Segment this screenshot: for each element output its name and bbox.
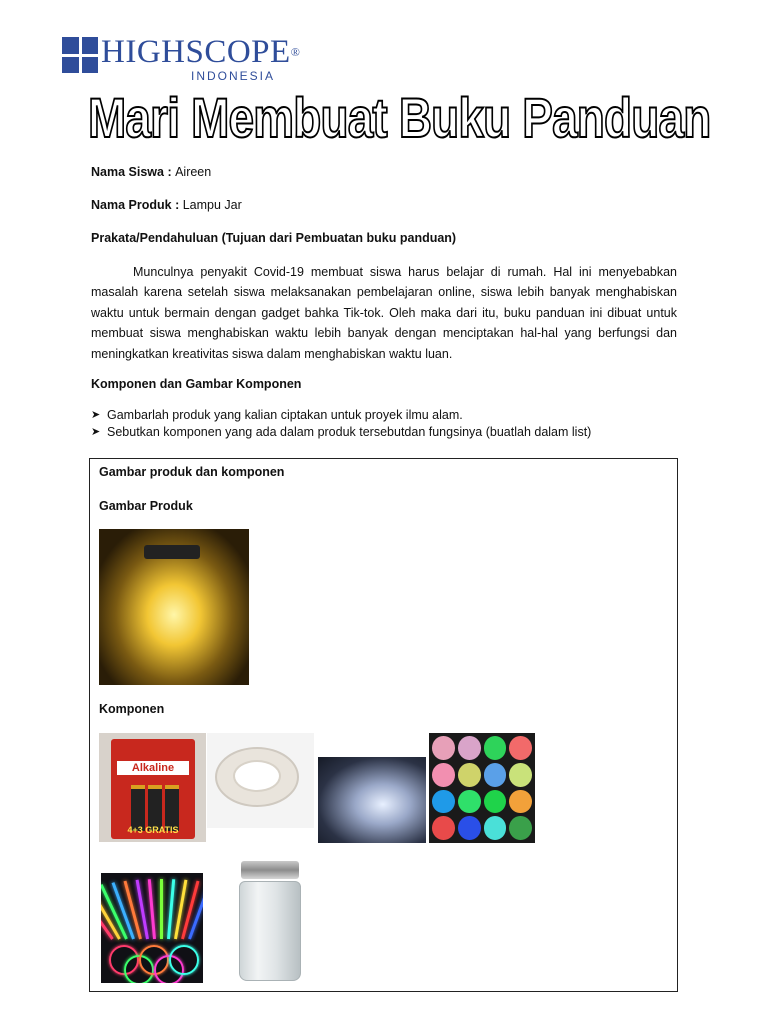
paint-jar	[432, 790, 455, 814]
intro-heading: Prakata/Pendahuluan (Tujuan dari Pembuatan buku panduan)	[91, 231, 457, 245]
paint-jar	[432, 736, 455, 760]
student-name-line: Nama Siswa : Aireen	[91, 165, 212, 179]
jar-lamp-photo	[99, 529, 249, 685]
paint-jar	[484, 736, 507, 760]
glow-stick	[148, 879, 156, 939]
paint-jar	[509, 790, 532, 814]
battery-promo-label: 4+3 GRATIS	[127, 825, 179, 835]
paint-jar	[484, 790, 507, 814]
double-tape-photo	[207, 733, 314, 828]
paint-jar	[458, 816, 481, 840]
page-title: Mari Membuat Buku Panduan	[88, 86, 711, 149]
arrow-bullet-icon: ➤	[91, 409, 101, 421]
highscope-logo	[62, 36, 300, 83]
product-image-heading: Gambar Produk	[99, 499, 193, 513]
paint-jar	[484, 816, 507, 840]
paint-jar	[509, 736, 532, 760]
paint-jar	[432, 763, 455, 787]
logo-subtitle: INDONESIA	[191, 69, 276, 83]
list-item: ➤ Gambarlah produk yang kalian ciptakan untuk proyek ilmu alam.	[91, 408, 463, 422]
glow-stick	[167, 879, 175, 939]
battery-photo	[99, 733, 206, 842]
box-heading: Gambar produk dan komponen	[99, 465, 285, 479]
paint-jar	[484, 763, 507, 787]
components-heading: Komponen dan Gambar Komponen	[91, 377, 302, 391]
list-item: ➤ Sebutkan komponen yang ada dalam produk tersebutdan fungsinya (buatlah dalam list)	[91, 425, 592, 439]
paint-jar	[458, 790, 481, 814]
arrow-bullet-icon: ➤	[91, 426, 101, 438]
mason-jar-photo	[237, 859, 303, 983]
instruction-list	[91, 407, 591, 441]
intro-paragraph: Munculnya penyakit Covid-19 membuat siswa harus belajar di rumah. Hal ini menyebabkan masalah karena setelah siswa melaksanakan pembelajaran online, siswa lebih banyak menghabiskan waktu untuk bermain dengan gadget bahka Tik-tok. Oleh maka dari itu, buku panduan ini dibuat untuk membuat siswa menghabiskan waktu lebih banyak dengan menciptakan hal-hal yang berfungsi dan meningkatkan kreativitas siswa dalam menghabiskan waktu luan.	[91, 265, 677, 361]
paint-jar	[458, 763, 481, 787]
paint-jar	[432, 816, 455, 840]
glow-bracelet	[169, 945, 199, 975]
paint-jar	[509, 763, 532, 787]
paint-jar	[458, 736, 481, 760]
logo-mark-icon	[62, 37, 98, 73]
string-lights-photo	[318, 757, 426, 843]
glow-stick	[160, 879, 163, 939]
logo-brand: HIGHSCOPE®	[101, 34, 301, 70]
glow-paint-photo	[429, 733, 535, 843]
paint-jar	[509, 816, 532, 840]
product-name-line: Nama Produk : Lampu Jar	[91, 198, 242, 212]
product-components-box	[89, 458, 678, 992]
battery-brand-label: Alkaline	[117, 761, 189, 775]
glow-sticks-photo	[101, 873, 203, 983]
components-image-heading: Komponen	[99, 702, 165, 716]
